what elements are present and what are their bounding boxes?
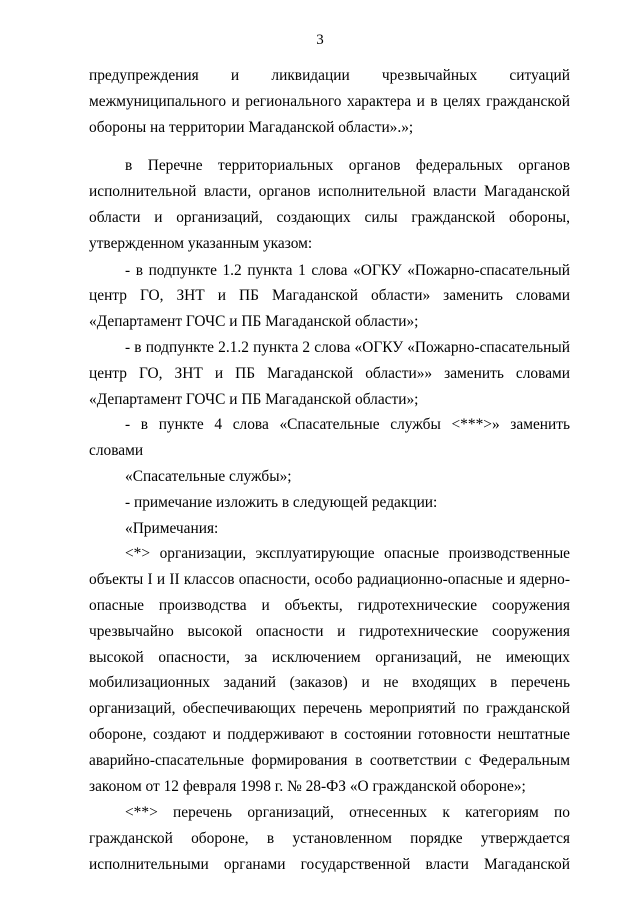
paragraph-line: исполнительными органами государственной власти Магаданской [89,855,570,873]
paragraph-line: <*> организации, эксплуатирующие опасные производственные [125,545,570,563]
page-number: 3 [316,32,324,48]
paragraph-line: центр ГО, ЗНТ и ПБ Магаданской области» заменить словами [89,287,570,305]
paragraph-line: обороны на территории Магаданской области».»; [89,118,414,136]
paragraph-line: высокой опасности, за исключением организаций, не имеющих [89,648,570,666]
paragraph-line: предупреждения и ликвидации чрезвычайных ситуаций [89,67,570,84]
paragraph-line: организаций, обеспечивающих перечень мероприятий по гражданской [89,700,570,718]
paragraph-line: - в подпункте 1.2 пункта 1 слова «ОГКУ «Пожарно-спасательный [125,261,570,279]
paragraph-line: обороне, создают и поддерживают в состоянии готовности нештатные [89,725,570,743]
paragraph-line: «Спасательные службы»; [125,467,292,485]
paragraph-line: «Департамент ГОЧС и ПБ Магаданской области»; [89,313,419,331]
paragraph-line: чрезвычайно высокой опасности и гидротехнические сооружения [89,622,570,640]
paragraph-line: «Департамент ГОЧС и ПБ Магаданской области»; [89,390,419,408]
paragraph-line: исполнительной власти, органов исполнительной власти Магаданской [89,183,570,201]
document-body [89,63,570,878]
paragraph-line: объекты I и II классов опасности, особо радиационно-опасные и ядерно- [89,571,570,589]
paragraph-line: мобилизационных заданий (заказов) и не входящих в перечень [89,674,570,692]
paragraph-line: утвержденном указанным указом: [89,234,313,252]
paragraph-line: аварийно-спасательные формирования в соответствии с Федеральным [89,751,570,769]
paragraph-line: области и организаций, создающих силы гражданской обороны, [89,208,570,226]
paragraph-line: - в подпункте 2.1.2 пункта 2 слова «ОГКУ «Пожарно-спасательный [125,338,570,356]
paragraph-line: межмуниципального и регионального характера и в целях гражданской [89,92,570,110]
paragraph-line: - в пункте 4 слова «Спасательные службы <***>» заменить словами [89,416,570,460]
paragraph-line: «Примечания: [125,519,219,537]
paragraph-line: - примечание изложить в следующей редакции: [125,493,438,511]
paragraph-line: опасные производства и объекты, гидротехнические сооружения [89,596,570,614]
paragraph-line: гражданской обороне, в установленном порядке утверждается [89,830,570,848]
paragraph-line: законом от 12 февраля 1998 г. № 28-ФЗ «О гражданской обороне»; [89,777,526,795]
paragraph-line: <**> перечень организаций, отнесенных к категориям по [125,804,570,822]
paragraph-line: центр ГО, ЗНТ и ПБ Магаданской области»» заменить словами [89,364,570,382]
paragraph-line: в Перечне территориальных органов федеральных органов [125,157,570,175]
